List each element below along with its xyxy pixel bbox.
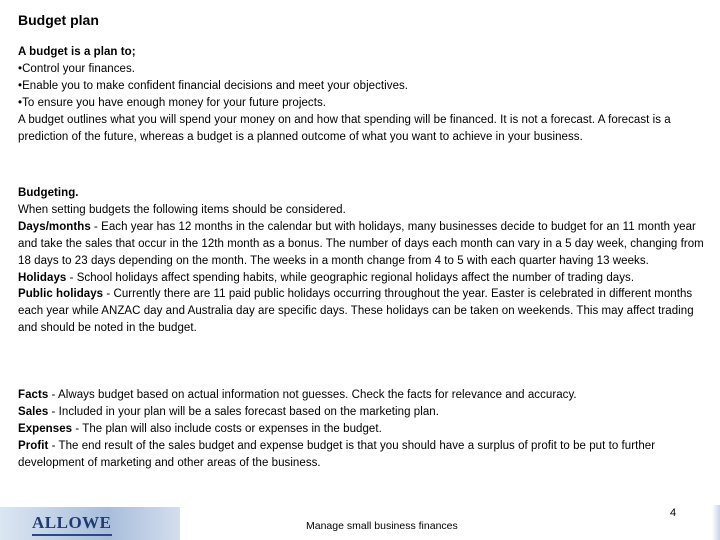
- item-term: Days/months: [18, 220, 91, 233]
- item-text: - The plan will also include costs or expenses in the budget.: [72, 422, 382, 435]
- item-text: - Always budget based on actual information not guesses. Check the facts for relevance and accuracy.: [48, 389, 577, 401]
- item-term: Holidays: [18, 271, 67, 284]
- budgeting-section: [18, 185, 708, 337]
- facts-section: [18, 387, 708, 472]
- budgeting-lead: When setting budgets the following items should be considered.: [18, 203, 346, 216]
- item-text: - Each year has 12 months in the calendar but with holidays, many businesses decide to budget for an 11 month year and take the sales that occur in the 12th month as a bonus. The number of days each month can vary in a 5 day week, changing from 18 days to 23 days depending on the month. The weeks in a month change from 4 to 5 with each quarter having 13 weeks.: [18, 220, 704, 267]
- item-term: Facts: [18, 389, 49, 401]
- item-term: Sales: [18, 405, 49, 418]
- footer-course-title: Manage small business finances: [306, 520, 458, 532]
- item-text: - Currently there are 11 paid public holidays occurring throughout the year. Easter is celebrated in different months each year while ANZAC day and Australia day are specific days. These holidays can be taken on weekends. This may affect trading and should be noted in the budget.: [18, 288, 694, 335]
- item-term: Profit: [18, 439, 49, 452]
- budgeting-item: [18, 286, 708, 337]
- facts-item: [18, 387, 708, 404]
- facts-item: [18, 438, 708, 472]
- intro-bullet: •Control your finances.: [18, 62, 136, 75]
- footer-edge-decoration: [712, 505, 720, 540]
- page-title: Budget plan: [18, 12, 99, 28]
- budgeting-item: [18, 219, 708, 270]
- intro-section: [18, 44, 708, 145]
- budgeting-heading: Budgeting.: [18, 187, 79, 199]
- allowe-logo: ALLOWE: [32, 513, 112, 532]
- item-text: - Included in your plan will be a sales forecast based on the marketing plan.: [48, 405, 439, 418]
- item-text: - The end result of the sales budget and expense budget is that you should have a surplus of profit to be put to further development of marketing and other areas of the business.: [18, 439, 656, 469]
- page-number: 4: [670, 507, 677, 519]
- logo-underline: [32, 534, 112, 536]
- intro-heading: A budget is a plan to;: [18, 46, 136, 58]
- item-text: - School holidays affect spending habits, while geographic regional holidays affect the number of trading days.: [66, 271, 635, 284]
- item-term: Public holidays: [18, 288, 104, 301]
- logo-band: [0, 507, 180, 540]
- budgeting-item: [18, 270, 708, 287]
- item-term: Expenses: [18, 422, 73, 435]
- intro-paragraph: A budget outlines what you will spend your money on and how that spending will be financed. It is not a forecast. A forecast is a prediction of the future, whereas a budget is a planned outcome of what you want to achieve in your business.: [18, 113, 671, 143]
- facts-item: [18, 404, 708, 421]
- facts-item: [18, 421, 708, 438]
- page-footer: [0, 505, 720, 540]
- intro-bullet: •Enable you to make confident financial decisions and meet your objectives.: [18, 79, 409, 92]
- intro-bullet: •To ensure you have enough money for your future projects.: [18, 96, 327, 109]
